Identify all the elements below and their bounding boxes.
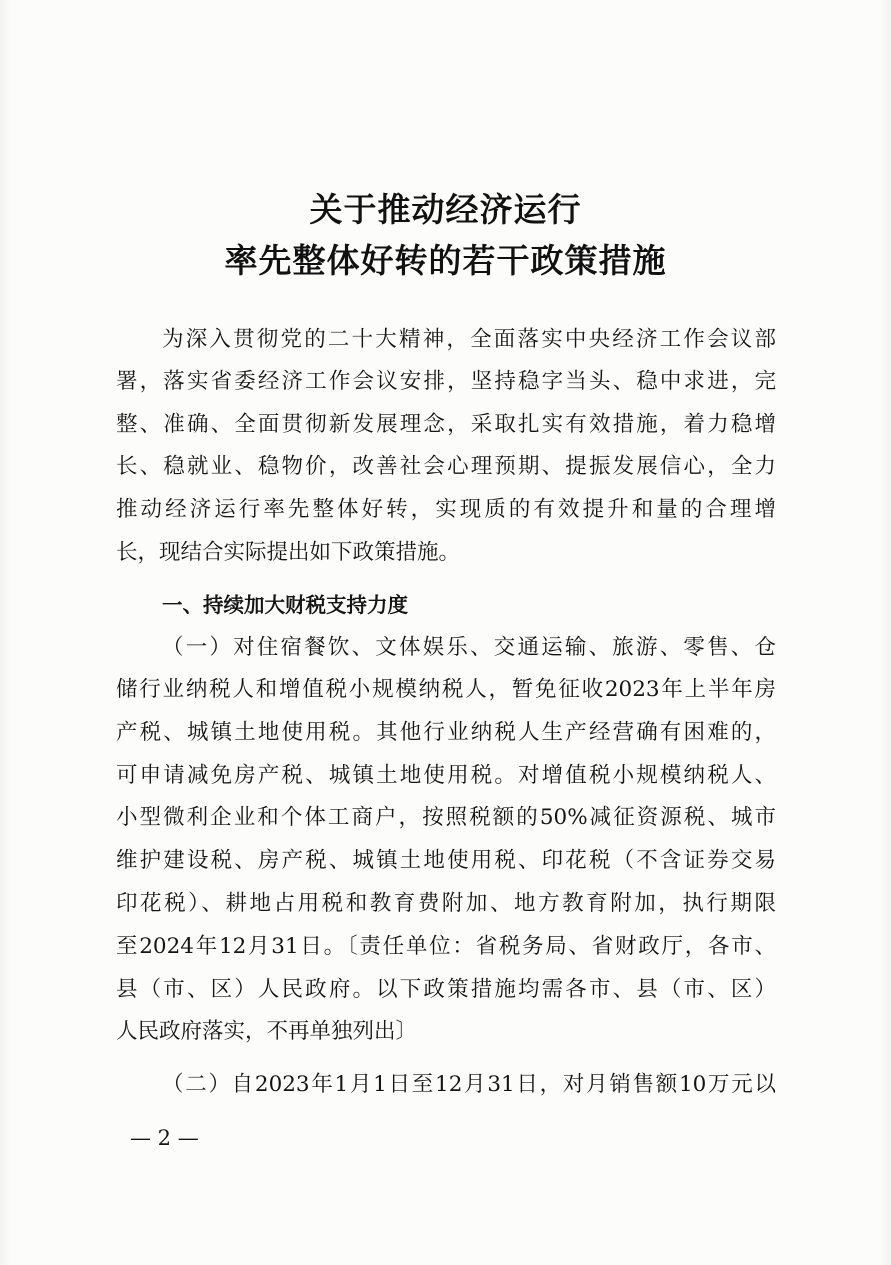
page-number: — 2 — bbox=[130, 1126, 199, 1150]
body-line: 储行业纳税人和增值税小规模纳税人，暂免征收2023年上半年房 bbox=[116, 677, 776, 702]
body-line: 推动经济运行率先整体好转，实现质的有效提升和量的合理增 bbox=[116, 497, 776, 522]
body-line: 印花税）、耕地占用税和教育费附加、地方教育附加，执行期限 bbox=[116, 891, 776, 916]
body-line: 长，现结合实际提出如下政策措施。 bbox=[116, 540, 461, 565]
body-line: 维护建设税、房产税、城镇土地使用税、印花税（不含证券交易 bbox=[116, 848, 776, 873]
document-title-line-1: 关于推动经济运行 bbox=[309, 190, 582, 229]
section-heading: 一、持续加大财税支持力度 bbox=[162, 593, 408, 617]
body-line: 产税、城镇土地使用税。其他行业纳税人生产经营确有困难的， bbox=[116, 720, 776, 745]
body-line: 署，落实省委经济工作会议安排，坚持稳字当头、稳中求进，完 bbox=[116, 369, 776, 394]
body-line: 为深入贯彻党的二十大精神，全面落实中央经济工作会议部 bbox=[162, 327, 776, 352]
body-line: 可申请减免房产税、城镇土地使用税。对增值税小规模纳税人、 bbox=[116, 763, 776, 788]
body-line: 县（市、区）人民政府。以下政策措施均需各市、县（市、区） bbox=[116, 977, 776, 1002]
document-title-line-2: 率先整体好转的若干政策措施 bbox=[224, 241, 667, 280]
body-line: 至2024年12月31日。〔责任单位：省税务局、省财政厅，各市、 bbox=[116, 934, 776, 959]
body-line: 小型微利企业和个体工商户，按照税额的50%减征资源税、城市 bbox=[116, 805, 776, 830]
body-line: （二）自2023年1月1日至12月31日，对月销售额10万元以 bbox=[162, 1072, 776, 1097]
body-line: 人民政府落实，不再单独列出〕 bbox=[116, 1019, 418, 1044]
body-line: 长、稳就业、稳物价，改善社会心理预期、提振发展信心，全力 bbox=[116, 454, 776, 479]
body-line: 整、准确、全面贯彻新发展理念，采取扎实有效措施，着力稳增 bbox=[116, 412, 776, 437]
body-line: （一）对住宿餐饮、文体娱乐、交通运输、旅游、零售、仓 bbox=[162, 635, 776, 660]
